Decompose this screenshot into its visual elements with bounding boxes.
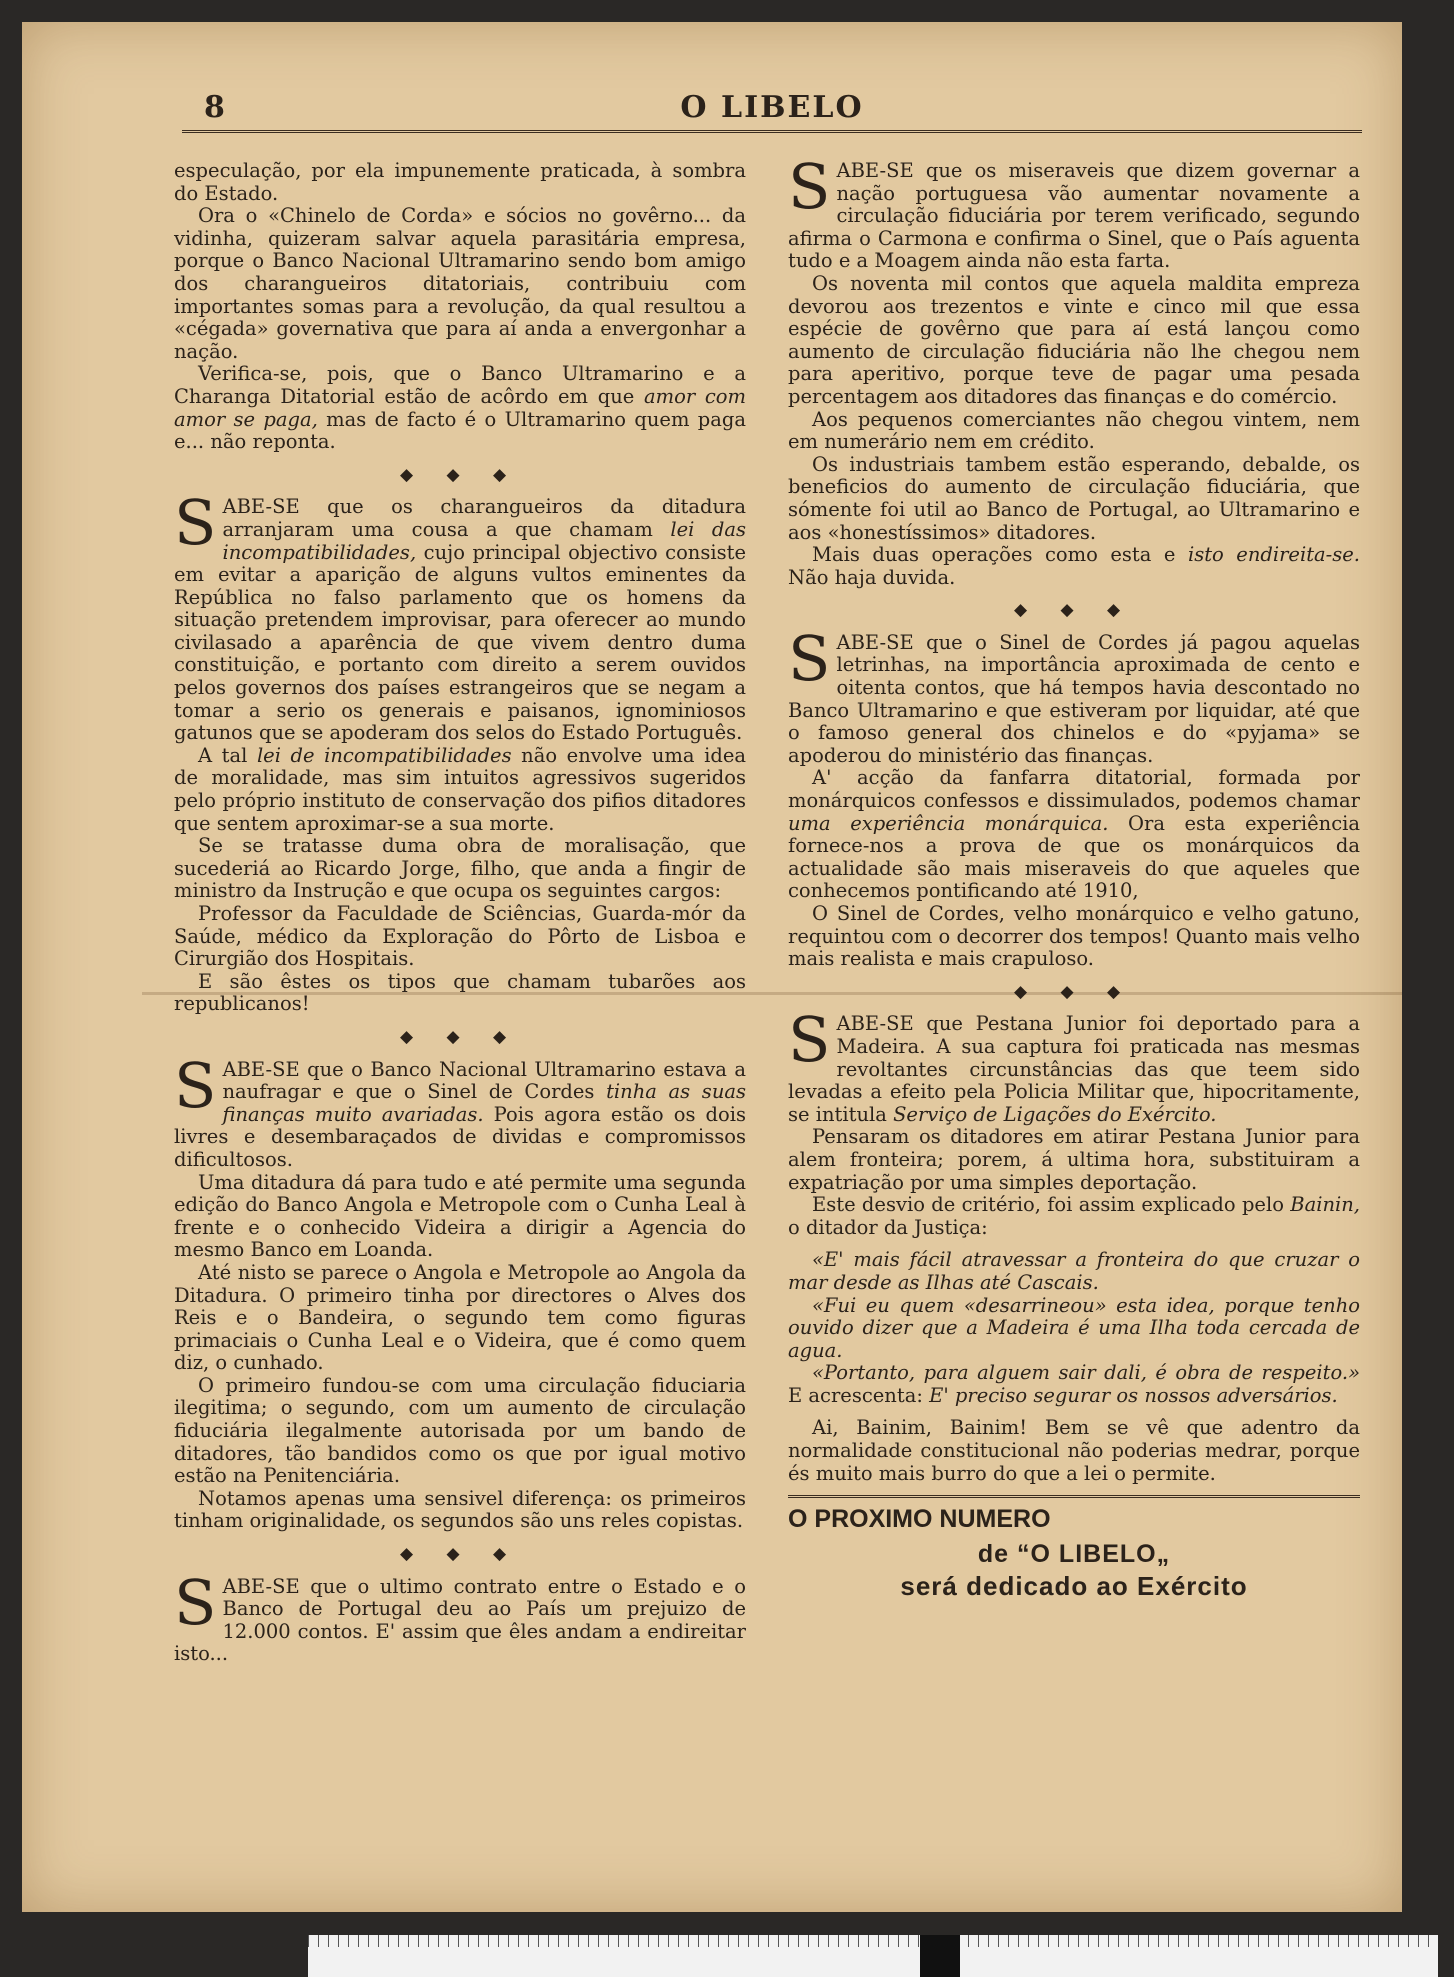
paragraph: Ai, Bainim, Bainim! Bem se vê que adentro da normalidade constitucional não poderias medrar, porque és muito mais burro do que a lei o permite. — [788, 1416, 1360, 1485]
paragraph: Pensaram os ditadores em atirar Pestana Junior para alem fronteira; porem, á ultima hora, substituiram a expatriação por uma simples deportação. — [788, 1125, 1360, 1194]
article-pestana-junior — [788, 1003, 1361, 1485]
section-separator: ◆ ◆ ◆ — [1013, 981, 1135, 1002]
double-rule — [788, 1495, 1360, 1498]
right-column — [788, 150, 1361, 1602]
drop-cap: S — [174, 1048, 217, 1122]
paragraph: Os industriais tambem estão esperando, debalde, os beneficios do aumento de circulação fiduciária, que sómente foi util ao Banco de Portugal, ao Ultramarino e aos «honestíssimos» ditadores. — [788, 452, 1360, 544]
paragraph: SABE-SE que Pestana Junior foi deportado para a Madeira. A sua captura foi praticada nas mesmas revoltantes circunstâncias das que teem sido levadas a efeito pela Policia Militar que, hipocritamente, se intitula Serviço de Ligações do Exército. — [788, 1003, 1360, 1126]
paragraph: SABE-SE que os charangueiros da ditadura arranjaram uma cousa a que chamam lei das incompatibilidades, cujo principal objectivo consiste em evitar a aparição de alguns vultos eminentes da República no falso parlamento que os homens da situação pretendem improvisar, para oferecer ao mundo civilasado a aparência de que vivem dentro duma constituição, e portanto com direito a serem ouvidos pelos governos dos países estrangeiros que se negam a tomar a serio os generais e paisanos, ignominiosos gatunos que se apoderam dos selos do Estado Português. — [174, 486, 746, 745]
next-issue-notice — [788, 1505, 1360, 1602]
paragraph: Ora o «Chinelo de Corda» e sócios no govêrno... da vidinha, quizeram salvar aquela parasitária empresa, porque o Banco Nacional Ultramarino sendo bom amigo dos charangueiros ditatoriais, contribuiu com importantes somas para a revolução, da qual resultou a «cégada» governativa que para aí anda a envergonhar a nação. — [174, 204, 746, 363]
paragraph: SABE-SE que o Sinel de Cordes já pagou aquelas letrinhas, na importância aproximada de cento e oitenta contos, que há tempos havia descontado no Banco Ultramarino e que estiveram por liquidar, até que o famoso general dos chinelos e do «pyjama» se apoderou do ministério das finanças. — [788, 621, 1360, 767]
paragraph: SABE-SE que o Banco Nacional Ultramarino estava a naufragar e que o Sinel de Cordes tinha as suas finanças muito avariadas. Pois agora estão os dois livres e desembaraçados de dividas e compromissos dificultosos. — [174, 1048, 747, 1171]
drop-cap: S — [788, 150, 831, 223]
paragraph: Até nisto se parece o Angola e Metropole ao Angola da Ditadura. O primeiro tinha por directores o Alves dos Reis e o Bandeira, o segundo tem como figuras primaciais o Cunha Leal e o Videira, que é como quem diz, o cunhado. — [174, 1260, 746, 1375]
section-separator: ◆ ◆ ◆ — [1013, 600, 1135, 621]
paragraph: A' acção da fanfarra ditatorial, formada por monárquicos confessos e dissimulados, podemos chamar uma experiência monárquica. Ora esta experiência fornece-nos a prova de que os monárquicos da actualidade são mais miseraveis do que aqueles que conhecemos pontificando até 1910, — [788, 766, 1360, 903]
drop-cap: S — [174, 486, 217, 560]
paragraph: Notamos apenas uma sensivel diferença: os primeiros tinham originalidade, os segundos são uns reles copistas. — [174, 1486, 746, 1533]
scan-ruler-marker — [920, 1935, 960, 1977]
paragraph: SABE-SE que o ultimo contrato entre o Estado e o Banco de Portugal deu ao País um prejuizo de 12.000 contos. E' assim que êles andam a endireitar isto... — [174, 1565, 746, 1666]
article-sinel-de-cordes — [788, 621, 1360, 971]
article-banco-ultramarino — [174, 1048, 747, 1533]
paragraph: especulação, por ela impunemente praticada, à sombra do Estado. — [174, 159, 746, 205]
newspaper-page — [22, 22, 1402, 1912]
quote: «E' mais fácil atravessar a fronteira do que cruzar o mar desde as Ilhas até Cascais. — [788, 1248, 1360, 1294]
drop-cap: S — [788, 621, 831, 695]
scan-ruler — [308, 1935, 1438, 1977]
paragraph: Uma ditadura dá para tudo e até permite uma segunda edição do Banco Angola e Metropole com o Cunha Leal à frente e o conhecido Videira a dirigir a Agencia do mesmo Banco em Loanda. — [174, 1170, 746, 1262]
paragraph: SABE-SE que os miseraveis que dizem governar a nação portuguesa vão aumentar novamente a circulação fiduciária por terem verificado, segundo afirma o Carmona e confirma o Sinel, que o País aguenta tudo e a Moagem ainda não esta farta. — [788, 150, 1360, 273]
paragraph: O primeiro fundou-se com uma circulação fiduciaria ilegitima; o segundo, com um aumento de circulação fiduciária ilegalmente autorisada por um bando de ditadores, tão bandidos como os que por igual motivo estão na Penitenciária. — [174, 1373, 746, 1488]
paragraph: A tal lei de incompatibilidades não envolve uma idea de moralidade, mas sim intuitos agressivos sugeridos pelo próprio instituto de conservação dos pifios ditadores que sentem aproximar-se a sua morte. — [174, 743, 746, 835]
notice-line-2: de “O LIBELO„ — [977, 1539, 1171, 1568]
paragraph: Verifica-se, pois, que o Banco Ultramarino e a Charanga Ditatorial estão de acôrdo em que amor com amor se paga, mas de facto é o Ultramarino quem paga e... não reponta. — [174, 362, 747, 454]
paragraph: Mais duas operações como esta e isto endireita-se. Não haja duvida. — [788, 543, 1360, 589]
page-header — [182, 70, 1362, 133]
article-circulacao-fiduciaria — [788, 150, 1360, 589]
drop-cap: S — [788, 1003, 831, 1077]
drop-cap: S — [174, 1565, 217, 1639]
article-bank-continuation — [174, 160, 746, 454]
section-separator: ◆ ◆ ◆ — [399, 464, 521, 485]
paragraph: E são êstes os tipos que chamam tubarões aos republicanos! — [174, 969, 746, 1016]
page-number: 8 — [204, 90, 225, 125]
left-column — [174, 160, 746, 1666]
paragraph: Se se tratasse duma obra de moralisação, que sucederiá ao Ricardo Jorge, filho, que anda a fingir de ministro da Instrução e que ocupa os seguintes cargos: — [174, 834, 746, 903]
paragraph: Os noventa mil contos que aquela maldita empreza devorou aos trezentos e vinte e cinco mil que essa espécie de govêrno que para aí está lançou como aumento de circulação fiduciária não lhe chegou nem para aperitivo, porque teve de pagar uma pesada percentagem aos ditadores das finanças e do comércio. — [788, 271, 1360, 408]
section-separator: ◆ ◆ ◆ — [399, 1544, 521, 1565]
paragraph: Aos pequenos comerciantes não chegou vintem, nem em numerário nem em crédito. — [788, 407, 1360, 454]
section-separator: ◆ ◆ ◆ — [399, 1026, 521, 1047]
notice-line-1: O PROXIMO NUMERO — [788, 1505, 1051, 1534]
masthead: O LIBELO — [680, 90, 864, 125]
notice-line-3: será dedicado ao Exército — [900, 1571, 1248, 1602]
article-contrato-estado — [174, 1565, 746, 1666]
article-incompatibilidades — [174, 486, 746, 1016]
paragraph: O Sinel de Cordes, velho monárquico e velho gatuno, requintou com o decorrer dos tempos! Quanto mais velho mais realista e mais crapuloso. — [788, 902, 1360, 971]
paragraph: Este desvio de critério, foi assim explicado pelo Bainin, o ditador da Justiça: — [788, 1193, 1361, 1239]
quote: «Portanto, para alguem sair dali, é obra de respeito.» E acrescenta: E' preciso segurar os nossos adversários. — [788, 1361, 1360, 1407]
quote: «Fui eu quem «desarrineou» esta idea, porque tenho ouvido dizer que a Madeira é uma Ilha toda cercada de agua. — [788, 1293, 1360, 1362]
paragraph: Professor da Faculdade de Sciências, Guarda-mór da Saúde, médico da Exploração do Pôrto de Lisboa e Cirurgião dos Hospitais. — [174, 902, 746, 971]
